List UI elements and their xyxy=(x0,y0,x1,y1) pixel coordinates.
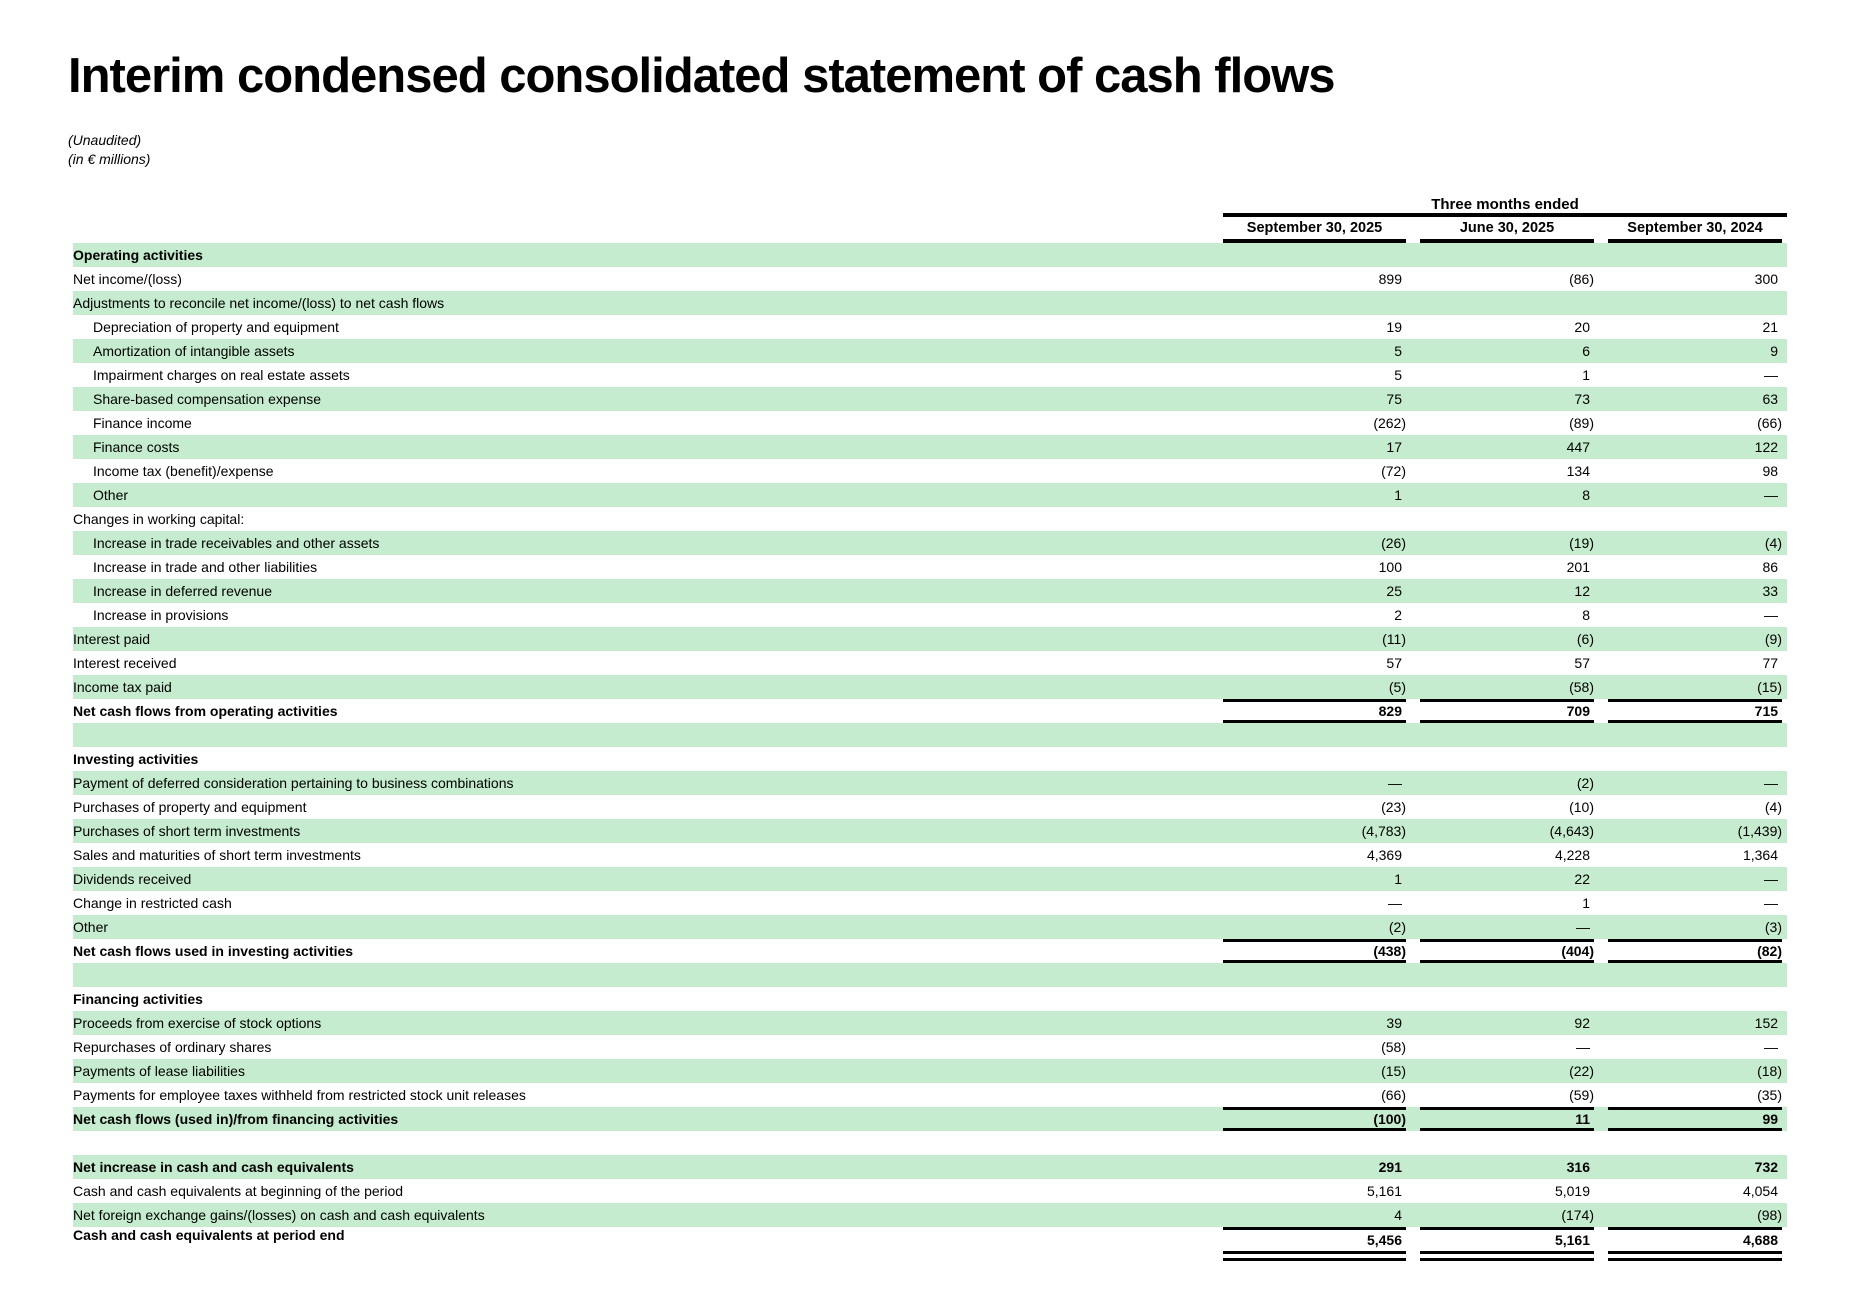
row-value: 4,688 xyxy=(1599,1227,1787,1263)
row-value: 829 xyxy=(1223,699,1411,723)
period-span-label: Three months ended xyxy=(1223,193,1787,215)
row-label: Increase in provisions xyxy=(93,607,229,623)
table-row xyxy=(73,987,1787,1011)
row-label: Net income/(loss) xyxy=(73,271,182,287)
row-label: Interest received xyxy=(73,655,177,671)
row-label xyxy=(73,723,1223,747)
row-value xyxy=(1411,1131,1599,1155)
row-label: Net foreign exchange gains/(losses) on cash and cash equivalents xyxy=(73,1207,485,1223)
row-value: 21 xyxy=(1762,319,1779,335)
row-value: 152 xyxy=(1754,1015,1779,1031)
row-value: — xyxy=(1764,1039,1779,1055)
page-title: Interim condensed consolidated statement of cash flows xyxy=(68,49,1335,103)
row-value: 5,456 xyxy=(1223,1227,1411,1263)
row-label: Other xyxy=(73,919,109,935)
row-value: — xyxy=(1764,871,1779,887)
row-label: Increase in trade receivables and other assets xyxy=(93,535,380,551)
row-value: 122 xyxy=(1754,439,1779,455)
row-label: Dividends received xyxy=(73,871,192,887)
row-label: Investing activities xyxy=(73,751,199,767)
row-value: 5,019 xyxy=(1554,1183,1590,1199)
row-value: (6) xyxy=(1576,631,1594,647)
table-row xyxy=(73,579,1787,603)
row-value: (18) xyxy=(1757,1063,1783,1079)
row-value: 5,161 xyxy=(1366,1183,1402,1199)
spacer-row xyxy=(73,1131,1787,1155)
row-value: — xyxy=(1764,895,1779,911)
row-value: — xyxy=(1764,367,1779,383)
row-value xyxy=(1599,963,1787,987)
row-value xyxy=(1223,963,1411,987)
row-value: 11 xyxy=(1411,1107,1599,1131)
row-value: 1 xyxy=(1582,367,1590,383)
row-value: (15) xyxy=(1757,679,1783,695)
row-value: 8 xyxy=(1582,487,1590,503)
row-value: — xyxy=(1388,895,1402,911)
row-value: 5,161 xyxy=(1411,1227,1599,1263)
row-value: 75 xyxy=(1386,391,1402,407)
row-value xyxy=(1599,987,1787,1011)
row-label: Changes in working capital: xyxy=(73,511,245,527)
column-header-label: September 30, 2024 xyxy=(1608,218,1782,243)
row-label: Impairment charges on real estate assets xyxy=(93,367,350,383)
row-value: (438) xyxy=(1223,939,1411,963)
table-row xyxy=(73,699,1787,723)
row-label: Adjustments to reconcile net income/(loss) to net cash flows xyxy=(73,295,445,311)
row-value xyxy=(1411,963,1599,987)
row-value: (11) xyxy=(1382,631,1406,647)
column-header xyxy=(1599,215,1787,243)
row-value: (5) xyxy=(1388,679,1406,695)
table-row xyxy=(73,795,1787,819)
row-label: Increase in deferred revenue xyxy=(93,583,272,599)
table-row xyxy=(73,1155,1787,1179)
row-value: 4,054 xyxy=(1742,1183,1779,1199)
column-header-label: September 30, 2025 xyxy=(1223,218,1406,243)
row-value: 291 xyxy=(1378,1159,1402,1175)
row-value: 447 xyxy=(1566,439,1590,455)
row-label: Net cash flows from operating activities xyxy=(73,703,338,719)
row-value: 316 xyxy=(1566,1159,1590,1175)
table-row xyxy=(73,411,1787,435)
table-row xyxy=(73,1179,1787,1203)
row-label xyxy=(73,1131,1223,1155)
row-value: 33 xyxy=(1762,583,1779,599)
row-value: 300 xyxy=(1754,271,1779,287)
row-value: 134 xyxy=(1566,463,1590,479)
row-value: (100) xyxy=(1223,1107,1411,1131)
row-value: (174) xyxy=(1561,1207,1594,1223)
row-value: 57 xyxy=(1574,655,1590,671)
row-value: 20 xyxy=(1574,319,1590,335)
row-value: (59) xyxy=(1569,1087,1594,1103)
row-value xyxy=(1599,723,1787,747)
row-label: Net cash flows (used in)/from financing activities xyxy=(73,1111,399,1127)
row-value: 1,364 xyxy=(1742,847,1779,863)
table-row xyxy=(73,531,1787,555)
row-value: (404) xyxy=(1411,939,1599,963)
row-label: Net increase in cash and cash equivalents xyxy=(73,1159,354,1175)
row-value: — xyxy=(1764,607,1779,623)
row-label: Interest paid xyxy=(73,631,151,647)
row-value xyxy=(1599,1131,1787,1155)
row-value: 2 xyxy=(1394,607,1402,623)
table-row xyxy=(73,387,1787,411)
row-value: 86 xyxy=(1762,559,1779,575)
row-value: (22) xyxy=(1569,1063,1594,1079)
table-row xyxy=(73,315,1787,339)
row-value: (9) xyxy=(1764,631,1783,647)
row-value xyxy=(1411,723,1599,747)
row-value: 899 xyxy=(1378,271,1402,287)
row-value xyxy=(1411,243,1599,267)
row-value: 22 xyxy=(1574,871,1590,887)
row-value: (82) xyxy=(1599,939,1787,963)
row-value xyxy=(1411,987,1599,1011)
row-value xyxy=(1599,291,1787,315)
spacer-row xyxy=(73,963,1787,987)
cashflow-table-body xyxy=(73,243,1787,1263)
row-value: 8 xyxy=(1582,607,1590,623)
table-row xyxy=(73,1227,1787,1263)
row-value: 5 xyxy=(1394,343,1402,359)
row-value: 73 xyxy=(1574,391,1590,407)
table-row xyxy=(73,459,1787,483)
row-label: Depreciation of property and equipment xyxy=(93,319,339,335)
row-label: Net cash flows used in investing activities xyxy=(73,943,354,959)
row-value: 5 xyxy=(1394,367,1402,383)
row-value: (58) xyxy=(1569,679,1594,695)
cash-flow-table xyxy=(73,193,1787,1263)
row-value: (1,439) xyxy=(1737,823,1783,839)
table-row xyxy=(73,243,1787,267)
row-value: (2) xyxy=(1388,919,1406,935)
row-label: Income tax (benefit)/expense xyxy=(93,463,274,479)
table-row xyxy=(73,603,1787,627)
row-value: (98) xyxy=(1757,1207,1783,1223)
row-label: Amortization of intangible assets xyxy=(93,343,295,359)
column-header xyxy=(1411,215,1599,243)
row-value: 4,228 xyxy=(1554,847,1590,863)
table-row xyxy=(73,555,1787,579)
row-value: (35) xyxy=(1757,1087,1783,1103)
row-value: 4,369 xyxy=(1366,847,1402,863)
table-row xyxy=(73,675,1787,699)
row-value xyxy=(1599,243,1787,267)
row-label: Proceeds from exercise of stock options xyxy=(73,1015,322,1031)
row-value: 709 xyxy=(1411,699,1599,723)
row-label: Cash and cash equivalents at beginning of the period xyxy=(73,1183,404,1199)
table-row xyxy=(73,843,1787,867)
table-row xyxy=(73,867,1787,891)
row-label: Finance income xyxy=(93,415,192,431)
row-value: (72) xyxy=(1381,463,1406,479)
row-value: (15) xyxy=(1381,1063,1406,1079)
table-row xyxy=(73,651,1787,675)
row-label: Repurchases of ordinary shares xyxy=(73,1039,272,1055)
row-value xyxy=(1599,747,1787,771)
row-value: 98 xyxy=(1762,463,1779,479)
row-value xyxy=(1223,747,1411,771)
row-value: (19) xyxy=(1569,535,1594,551)
unaudited-note: (Unaudited) xyxy=(68,132,142,148)
row-value: (2) xyxy=(1576,775,1594,791)
row-value xyxy=(1411,291,1599,315)
row-value: — xyxy=(1576,919,1590,935)
table-row xyxy=(73,291,1787,315)
table-row xyxy=(73,1203,1787,1227)
table-row xyxy=(73,267,1787,291)
row-label: Cash and cash equivalents at period end xyxy=(73,1227,345,1243)
table-row xyxy=(73,1059,1787,1083)
row-value: 201 xyxy=(1566,559,1590,575)
row-value: (23) xyxy=(1381,799,1406,815)
row-value: — xyxy=(1576,1039,1590,1055)
table-row xyxy=(73,1011,1787,1035)
row-value: (4) xyxy=(1764,799,1783,815)
table-row xyxy=(73,339,1787,363)
row-label: Income tax paid xyxy=(73,679,172,695)
row-value: 39 xyxy=(1386,1015,1402,1031)
row-value: 100 xyxy=(1378,559,1402,575)
row-value: 1 xyxy=(1582,895,1590,911)
row-value: (3) xyxy=(1764,919,1783,935)
row-value: 715 xyxy=(1599,699,1787,723)
row-value: (66) xyxy=(1381,1087,1406,1103)
table-row xyxy=(73,1107,1787,1131)
row-label: Increase in trade and other liabilities xyxy=(93,559,318,575)
row-value: 4 xyxy=(1394,1207,1402,1223)
row-value: (4,783) xyxy=(1361,823,1406,839)
row-label xyxy=(73,963,1223,987)
table-row xyxy=(73,747,1787,771)
row-value xyxy=(1411,747,1599,771)
row-value xyxy=(1223,291,1411,315)
row-value: 25 xyxy=(1386,583,1402,599)
row-value: 9 xyxy=(1770,343,1779,359)
row-label: Payment of deferred consideration pertaining to business combinations xyxy=(73,775,514,791)
row-value: 57 xyxy=(1386,655,1402,671)
row-value: (262) xyxy=(1373,415,1406,431)
row-value: (26) xyxy=(1381,535,1406,551)
row-label: Sales and maturities of short term investments xyxy=(73,847,361,863)
row-value xyxy=(1223,987,1411,1011)
row-value xyxy=(1223,723,1411,747)
row-label: Payments of lease liabilities xyxy=(73,1063,245,1079)
row-value: 1 xyxy=(1394,871,1402,887)
row-value: (86) xyxy=(1569,271,1594,287)
row-label: Financing activities xyxy=(73,991,203,1007)
table-row xyxy=(73,819,1787,843)
row-value: 92 xyxy=(1574,1015,1590,1031)
row-value: — xyxy=(1388,775,1402,791)
row-label: Other xyxy=(93,487,129,503)
spacer-row xyxy=(73,723,1787,747)
row-label: Finance costs xyxy=(93,439,180,455)
row-value: — xyxy=(1764,775,1779,791)
table-row xyxy=(73,939,1787,963)
currency-note: (in € millions) xyxy=(68,151,151,167)
row-value xyxy=(1599,507,1787,531)
row-value: 6 xyxy=(1582,343,1590,359)
row-label: Change in restricted cash xyxy=(73,895,232,911)
row-value xyxy=(1223,243,1411,267)
column-header-row xyxy=(73,215,1787,243)
period-span-row xyxy=(73,193,1787,215)
row-label: Purchases of short term investments xyxy=(73,823,301,839)
row-label: Operating activities xyxy=(73,247,203,263)
row-value xyxy=(1411,507,1599,531)
row-value: 12 xyxy=(1574,583,1590,599)
row-value: — xyxy=(1764,487,1779,503)
column-header xyxy=(1223,215,1411,243)
table-row xyxy=(73,891,1787,915)
row-value: 19 xyxy=(1386,319,1402,335)
header-spacer-cell xyxy=(73,193,1223,215)
row-value: 63 xyxy=(1762,391,1779,407)
table-header xyxy=(73,193,1787,243)
row-value: (66) xyxy=(1757,415,1783,431)
row-value xyxy=(1223,1131,1411,1155)
table-row xyxy=(73,915,1787,939)
column-header-label: June 30, 2025 xyxy=(1420,218,1594,243)
table-row xyxy=(73,1035,1787,1059)
header-spacer-cell xyxy=(73,215,1223,243)
row-value: (4,643) xyxy=(1549,823,1594,839)
row-value: (89) xyxy=(1569,415,1594,431)
row-value: (4) xyxy=(1764,535,1783,551)
row-value: 1 xyxy=(1394,487,1402,503)
row-value: (58) xyxy=(1381,1039,1406,1055)
table-row xyxy=(73,483,1787,507)
row-value xyxy=(1223,507,1411,531)
table-row xyxy=(73,363,1787,387)
row-value: 99 xyxy=(1599,1107,1787,1131)
row-value: 732 xyxy=(1754,1159,1779,1175)
table-row xyxy=(73,435,1787,459)
row-label: Payments for employee taxes withheld from restricted stock unit releases xyxy=(73,1087,526,1103)
row-label: Purchases of property and equipment xyxy=(73,799,307,815)
table-row xyxy=(73,1083,1787,1107)
row-value: (10) xyxy=(1569,799,1594,815)
row-value: 17 xyxy=(1386,439,1402,455)
table-row xyxy=(73,771,1787,795)
row-label: Share-based compensation expense xyxy=(93,391,322,407)
subtitle-block xyxy=(68,131,150,169)
table-row xyxy=(73,627,1787,651)
table-row xyxy=(73,507,1787,531)
row-value: 77 xyxy=(1762,655,1779,671)
